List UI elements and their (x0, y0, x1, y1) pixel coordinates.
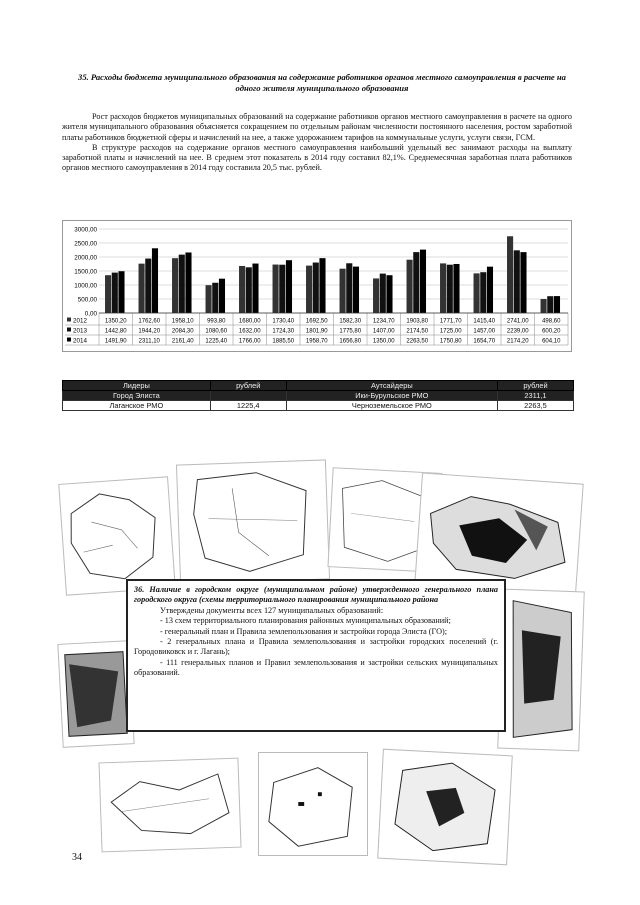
header-rub-1: рублей (210, 381, 286, 391)
page-number: 34 (72, 852, 82, 863)
bar-2013 (547, 296, 553, 313)
map-thumbnail (57, 640, 134, 748)
data-label: 1885,50 (272, 338, 295, 345)
data-label: 2174,50 (406, 328, 429, 335)
bar-2012 (407, 260, 413, 313)
data-label: 2263,50 (406, 338, 429, 345)
data-label: 1582,30 (339, 318, 362, 325)
table-cell: 1225,4 (210, 401, 286, 411)
chart-svg (63, 221, 573, 353)
bar-2014 (219, 279, 225, 313)
leaders-table (62, 380, 574, 411)
data-label: 1656,80 (339, 338, 362, 345)
map-thumbnail (414, 472, 583, 595)
data-label: 1958,70 (305, 338, 328, 345)
table-cell: Ики-Бурульское РМО (286, 391, 497, 401)
bar-2013 (179, 255, 185, 313)
data-label: 1080,60 (205, 328, 228, 335)
table-cell (210, 391, 286, 401)
bar-2014 (453, 264, 459, 313)
bar-2012 (172, 258, 178, 313)
legend-label: 2012 (73, 317, 88, 325)
y-tick-label: 1000,00 (74, 282, 97, 290)
bar-2013 (447, 265, 453, 313)
data-label: 498,60 (542, 318, 561, 325)
data-label: 2239,00 (506, 328, 529, 335)
bar-2014 (185, 252, 191, 313)
data-label: 600,20 (542, 328, 561, 335)
map-thumbnail (497, 589, 585, 752)
bar-2014 (286, 260, 292, 313)
callout-line: - 13 схем территориального планирования районных муниципальных образований; (160, 616, 451, 626)
callout-line: - 2 генеральных плана и Правила землепользования и застройки городских поселений (г. Городовиковск и г. Лагань); (134, 637, 498, 657)
callout-title: 36. Наличие в городском округе (муниципальном районе) утвержденного генерального плана городского округа (схемы территориального планирования муниципального района (134, 585, 498, 605)
bar-2013 (413, 252, 419, 313)
bar-2012 (206, 285, 212, 313)
bar-2012 (440, 263, 446, 313)
bar-2012 (474, 273, 480, 313)
map-thumbnail (377, 749, 513, 866)
data-label: 1771,70 (439, 318, 462, 325)
callout-line: - 111 генеральных планов и Правил землепользования и застройки сельских муниципальных образований. (134, 657, 498, 678)
map-thumbnail (98, 758, 241, 853)
map-thumbnail (58, 476, 176, 595)
bar-2014 (252, 264, 258, 313)
y-tick-label: 2000,00 (74, 254, 97, 262)
data-label: 604,10 (542, 338, 561, 345)
map-thumbnail (176, 459, 330, 584)
y-tick-label: 1500,00 (74, 268, 97, 276)
paragraph-2: В структуре расходов на содержание органов местного самоуправления наибольший удельный вес занимают расходы на выплату заработной платы и начислений на нее. В среднем этот показатель в 2014 году составил 82,1%. Среднемесячная заработная плата работников органов местного самоуправления в 2014 году составила 20,5 тыс. рублей. (62, 142, 572, 173)
section-heading: 35. Расходы бюджета муниципального образования на содержание работников органов местного самоуправления в расчете на одного жителя муниципального образования (78, 72, 566, 93)
data-label: 1632,00 (238, 328, 261, 335)
data-label: 2084,30 (171, 328, 194, 335)
legend-swatch (67, 338, 71, 342)
bar-2012 (541, 299, 547, 313)
data-label: 1442,80 (104, 328, 127, 335)
bar-2013 (480, 272, 486, 313)
bar-2013 (212, 283, 218, 313)
map-thumbnail (258, 752, 368, 856)
data-label: 2741,00 (506, 318, 529, 325)
bar-2013 (279, 265, 285, 313)
bar-2012 (273, 265, 279, 313)
data-label: 2311,10 (138, 338, 160, 345)
callout-line: - генеральный план и Правила землепользования и застройки города Элиста (ГО); (160, 626, 447, 636)
table-cell: Черноземельское РМО (286, 401, 497, 411)
bar-2013 (380, 274, 386, 313)
callout-line: Утверждены документы всех 127 муниципальных образований: (160, 605, 384, 615)
data-label: 1762,60 (138, 318, 161, 325)
general-plan-callout (126, 579, 506, 732)
data-label: 1407,00 (372, 328, 395, 335)
data-label: 1725,00 (439, 328, 462, 335)
legend-swatch (67, 318, 71, 322)
data-label: 1903,80 (406, 318, 429, 325)
header-rub-2: рублей (497, 381, 573, 391)
bar-2013 (514, 250, 520, 313)
bar-2012 (507, 236, 513, 313)
bar-2013 (145, 259, 151, 313)
bar-2014 (420, 250, 426, 313)
bar-2012 (239, 266, 245, 313)
legend-label: 2013 (73, 327, 88, 335)
data-label: 1730,40 (272, 318, 295, 325)
data-label: 1750,80 (439, 338, 462, 345)
bar-2013 (112, 273, 118, 313)
data-label: 2161,40 (171, 338, 194, 345)
body-text (62, 112, 572, 174)
bar-2014 (152, 248, 158, 313)
bar-2012 (306, 266, 312, 313)
y-tick-label: 500,00 (77, 296, 97, 304)
bar-2014 (118, 271, 124, 313)
data-label: 1724,30 (272, 328, 295, 335)
data-label: 1680,00 (238, 318, 261, 325)
bar-2012 (373, 278, 379, 313)
bar-2013 (246, 267, 252, 313)
table-row (63, 401, 574, 411)
data-label: 1958,10 (171, 318, 194, 325)
bar-2014 (487, 267, 493, 313)
legend-swatch (67, 328, 71, 332)
data-label: 1234,70 (372, 318, 395, 325)
data-label: 1801,90 (305, 328, 328, 335)
y-tick-label: 2500,00 (74, 240, 97, 248)
data-label: 1692,50 (305, 318, 328, 325)
header-leaders: Лидеры (63, 381, 211, 391)
bar-2014 (554, 296, 560, 313)
y-tick-label: 3000,00 (74, 226, 97, 234)
data-label: 1766,00 (238, 338, 261, 345)
bar-2012 (340, 269, 346, 313)
data-label: 993,80 (207, 318, 226, 325)
legend-label: 2014 (73, 337, 88, 345)
table-cell: Лаганское РМО (63, 401, 211, 411)
data-label: 1350,00 (372, 338, 395, 345)
bar-2013 (346, 263, 352, 313)
table-cell: Город Элиста (63, 391, 211, 401)
bar-2014 (386, 275, 392, 313)
bar-2012 (105, 275, 111, 313)
data-label: 1944,20 (138, 328, 161, 335)
table-row (63, 391, 574, 401)
data-label: 1775,80 (339, 328, 362, 335)
data-label: 1457,00 (473, 328, 496, 335)
table-cell: 2263,5 (497, 401, 573, 411)
table-cell: 2311,1 (497, 391, 573, 401)
data-label: 1654,70 (473, 338, 496, 345)
paragraph-1: Рост расходов бюджетов муниципальных образований на содержание работников органов местного самоуправления в расчете на одного жителя муниципального образования объясняется сокращением по отдельным районам численности постоянного населения, ростом заработной платы работников бюджетной сферы и начислений на нее, а также удорожанием тарифов на коммунальные услуги, услуги связи, ГСМ. (62, 112, 572, 142)
data-label: 1225,40 (205, 338, 228, 345)
header-outsiders: Аутсайдеры (286, 381, 497, 391)
bar-2014 (319, 258, 325, 313)
y-tick-label: 0,00 (84, 310, 97, 318)
data-label: 1491,90 (104, 338, 127, 345)
data-label: 1415,40 (473, 318, 496, 325)
bar-2014 (520, 252, 526, 313)
data-label: 2174,20 (506, 338, 529, 345)
data-label: 1350,20 (104, 318, 127, 325)
bar-2013 (313, 263, 319, 313)
bar-2014 (353, 267, 359, 313)
bar-2012 (139, 264, 145, 313)
expenses-chart (62, 220, 572, 352)
